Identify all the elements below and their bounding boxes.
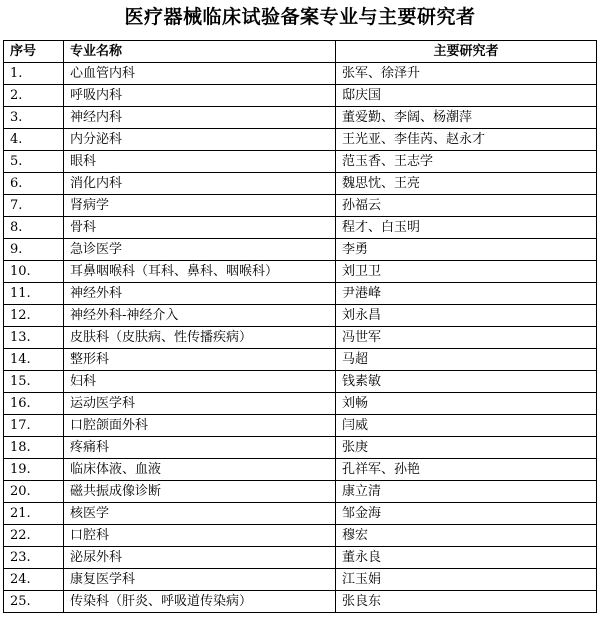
row-index: 14.	[4, 349, 64, 371]
row-researchers: 邹金海	[336, 503, 597, 525]
row-index: 1.	[4, 63, 64, 85]
row-index: 23.	[4, 547, 64, 569]
row-index: 7.	[4, 195, 64, 217]
row-specialty: 口腔科	[64, 525, 336, 547]
row-specialty: 皮肤科（皮肤病、性传播疾病）	[64, 327, 336, 349]
row-researchers: 刘畅	[336, 393, 597, 415]
row-index: 17.	[4, 415, 64, 437]
table-row	[4, 459, 597, 481]
row-researchers: 刘永昌	[336, 305, 597, 327]
row-specialty: 妇科	[64, 371, 336, 393]
row-index: 19.	[4, 459, 64, 481]
row-researchers: 李勇	[336, 239, 597, 261]
row-index: 22.	[4, 525, 64, 547]
row-researchers: 闫威	[336, 415, 597, 437]
table-row	[4, 415, 597, 437]
table-body	[4, 63, 597, 613]
row-specialty: 眼科	[64, 151, 336, 173]
table-row	[4, 261, 597, 283]
table-row	[4, 547, 597, 569]
row-researchers: 穆宏	[336, 525, 597, 547]
table-row	[4, 327, 597, 349]
header-researchers: 主要研究者	[336, 41, 597, 63]
row-specialty: 耳鼻咽喉科（耳科、鼻科、咽喉科）	[64, 261, 336, 283]
row-researchers: 钱素敏	[336, 371, 597, 393]
row-index: 24.	[4, 569, 64, 591]
page-title: 医疗器械临床试验备案专业与主要研究者	[124, 6, 476, 28]
row-specialty: 磁共振成像诊断	[64, 481, 336, 503]
row-index: 12.	[4, 305, 64, 327]
row-index: 25.	[4, 591, 64, 613]
row-index: 2.	[4, 85, 64, 107]
row-researchers: 范玉香、王志学	[336, 151, 597, 173]
row-specialty: 疼痛科	[64, 437, 336, 459]
row-specialty: 口腔颌面外科	[64, 415, 336, 437]
row-researchers: 马超	[336, 349, 597, 371]
table-row	[4, 393, 597, 415]
row-researchers: 尹港峰	[336, 283, 597, 305]
row-specialty: 急诊医学	[64, 239, 336, 261]
row-specialty: 内分泌科	[64, 129, 336, 151]
row-index: 15.	[4, 371, 64, 393]
row-researchers: 康立清	[336, 481, 597, 503]
row-specialty: 骨科	[64, 217, 336, 239]
row-researchers: 张军、徐泽升	[336, 63, 597, 85]
row-researchers: 张良东	[336, 591, 597, 613]
table-row	[4, 591, 597, 613]
table-row	[4, 283, 597, 305]
row-researchers: 董爱勤、李阔、杨潮萍	[336, 107, 597, 129]
table-row	[4, 569, 597, 591]
row-specialty: 核医学	[64, 503, 336, 525]
table-row	[4, 503, 597, 525]
row-specialty: 整形科	[64, 349, 336, 371]
row-specialty: 运动医学科	[64, 393, 336, 415]
row-researchers: 江玉娟	[336, 569, 597, 591]
row-index: 20.	[4, 481, 64, 503]
row-specialty: 临床体液、血液	[64, 459, 336, 481]
row-specialty: 心血管内科	[64, 63, 336, 85]
specialty-researcher-table	[3, 40, 597, 613]
row-index: 10.	[4, 261, 64, 283]
header-specialty: 专业名称	[64, 41, 336, 63]
row-researchers: 冯世军	[336, 327, 597, 349]
table-row	[4, 525, 597, 547]
table-row	[4, 437, 597, 459]
row-specialty: 神经外科-神经介入	[64, 305, 336, 327]
table-row	[4, 349, 597, 371]
table-header-row	[4, 41, 597, 63]
row-researchers: 王光亚、李佳芮、赵永才	[336, 129, 597, 151]
table-row	[4, 371, 597, 393]
row-researchers: 魏思忱、王亮	[336, 173, 597, 195]
row-index: 5.	[4, 151, 64, 173]
row-researchers: 邸庆国	[336, 85, 597, 107]
row-specialty: 传染科（肝炎、呼吸道传染病）	[64, 591, 336, 613]
row-index: 6.	[4, 173, 64, 195]
row-specialty: 消化内科	[64, 173, 336, 195]
table-row	[4, 129, 597, 151]
row-specialty: 神经外科	[64, 283, 336, 305]
row-index: 13.	[4, 327, 64, 349]
table-row	[4, 217, 597, 239]
row-index: 9.	[4, 239, 64, 261]
row-researchers: 董永良	[336, 547, 597, 569]
row-specialty: 神经内科	[64, 107, 336, 129]
row-researchers: 孙福云	[336, 195, 597, 217]
table-row	[4, 195, 597, 217]
header-index: 序号	[4, 41, 64, 63]
row-researchers: 张庚	[336, 437, 597, 459]
row-index: 16.	[4, 393, 64, 415]
row-index: 3.	[4, 107, 64, 129]
row-index: 8.	[4, 217, 64, 239]
table-row	[4, 239, 597, 261]
row-index: 11.	[4, 283, 64, 305]
table-row	[4, 151, 597, 173]
row-researchers: 程才、白玉明	[336, 217, 597, 239]
row-index: 21.	[4, 503, 64, 525]
row-index: 4.	[4, 129, 64, 151]
row-specialty: 康复医学科	[64, 569, 336, 591]
table-row	[4, 63, 597, 85]
table-row	[4, 481, 597, 503]
row-researchers: 刘卫卫	[336, 261, 597, 283]
table-row	[4, 107, 597, 129]
table-row	[4, 305, 597, 327]
row-specialty: 呼吸内科	[64, 85, 336, 107]
row-index: 18.	[4, 437, 64, 459]
table-row	[4, 85, 597, 107]
row-specialty: 泌尿外科	[64, 547, 336, 569]
row-specialty: 肾病学	[64, 195, 336, 217]
row-researchers: 孔祥军、孙艳	[336, 459, 597, 481]
table-row	[4, 173, 597, 195]
